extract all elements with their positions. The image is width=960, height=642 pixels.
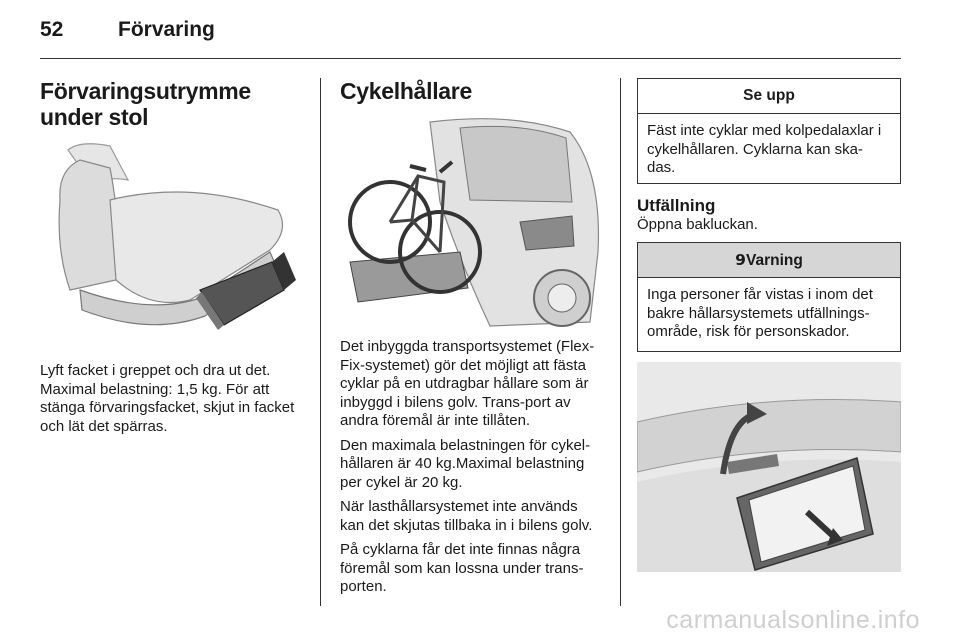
bicycle-carrier-text [340,338,604,597]
page-number: 52 [40,18,64,41]
header-rule [40,58,901,59]
seat-drawer-illustration [40,140,302,348]
caution-box-title: Se upp [638,79,900,114]
bicycle-carrier-paragraph-3: När lasthållarsystemet inte används kan det skjutas tillbaka in i bilens golv. [340,498,593,534]
bicycle-carrier-paragraph-4: På cyklarna får det inte finnas några föremål som kan lossna under trans-porten. [340,541,584,595]
bicycle-carrier-illustration [340,112,604,330]
caution-box-text: Fäst inte cyklar med kolpedalaxlar i cykelhållaren. Cyklarna kan ska-das. [647,122,882,176]
storage-under-seat-text [40,362,302,436]
bicycle-carrier-paragraph-1: Det inbyggda transportsystemet (Flex-Fix-systemet) gör det möjligt att fästa cyklar på en utdragbar hållare som är inbyggd i bilens golv. Trans-port av andra föremål är inte tillåten. [340,338,595,429]
storage-under-seat-paragraph: Lyft facket i greppet och dra ut det. Maximal belastning: 1,5 kg. För att stänga förvaringsfacket, skjut in facket och lät det spärras. [40,362,295,435]
warning-box-title: Varning [745,252,803,269]
column-storage-under-seat [40,78,302,130]
unfolding-section [637,196,901,235]
heading-bicycle-carrier: Cykelhållare [340,78,472,104]
page-header-title: Förvaring [118,18,215,41]
column-bicycle-carrier [340,78,604,104]
unfolding-intro: Öppna bakluckan. [637,216,758,233]
column-divider-left [320,78,321,606]
warning-box [637,242,901,352]
warning-box-header [638,243,900,278]
heading-storage-under-seat: Förvaringsutrymme under stol [40,78,251,130]
warning-box-text: Inga personer får vistas i inom det bakre hållarsystemets utfällnings-område, risk för personskador. [647,286,873,340]
caution-box [637,78,901,184]
bicycle-carrier-paragraph-2: Den maximala belastningen för cykel-hållaren är 40 kg.Maximal belastning per cykel är 20 kg. [340,436,591,491]
warning-triangle-icon: 9 [735,251,746,269]
subheading-unfolding: Utfällning [637,196,716,215]
column-divider-right [620,78,621,606]
carrier-unfolding-illustration [637,362,901,572]
watermark: carmanualsonline.info [666,606,920,634]
